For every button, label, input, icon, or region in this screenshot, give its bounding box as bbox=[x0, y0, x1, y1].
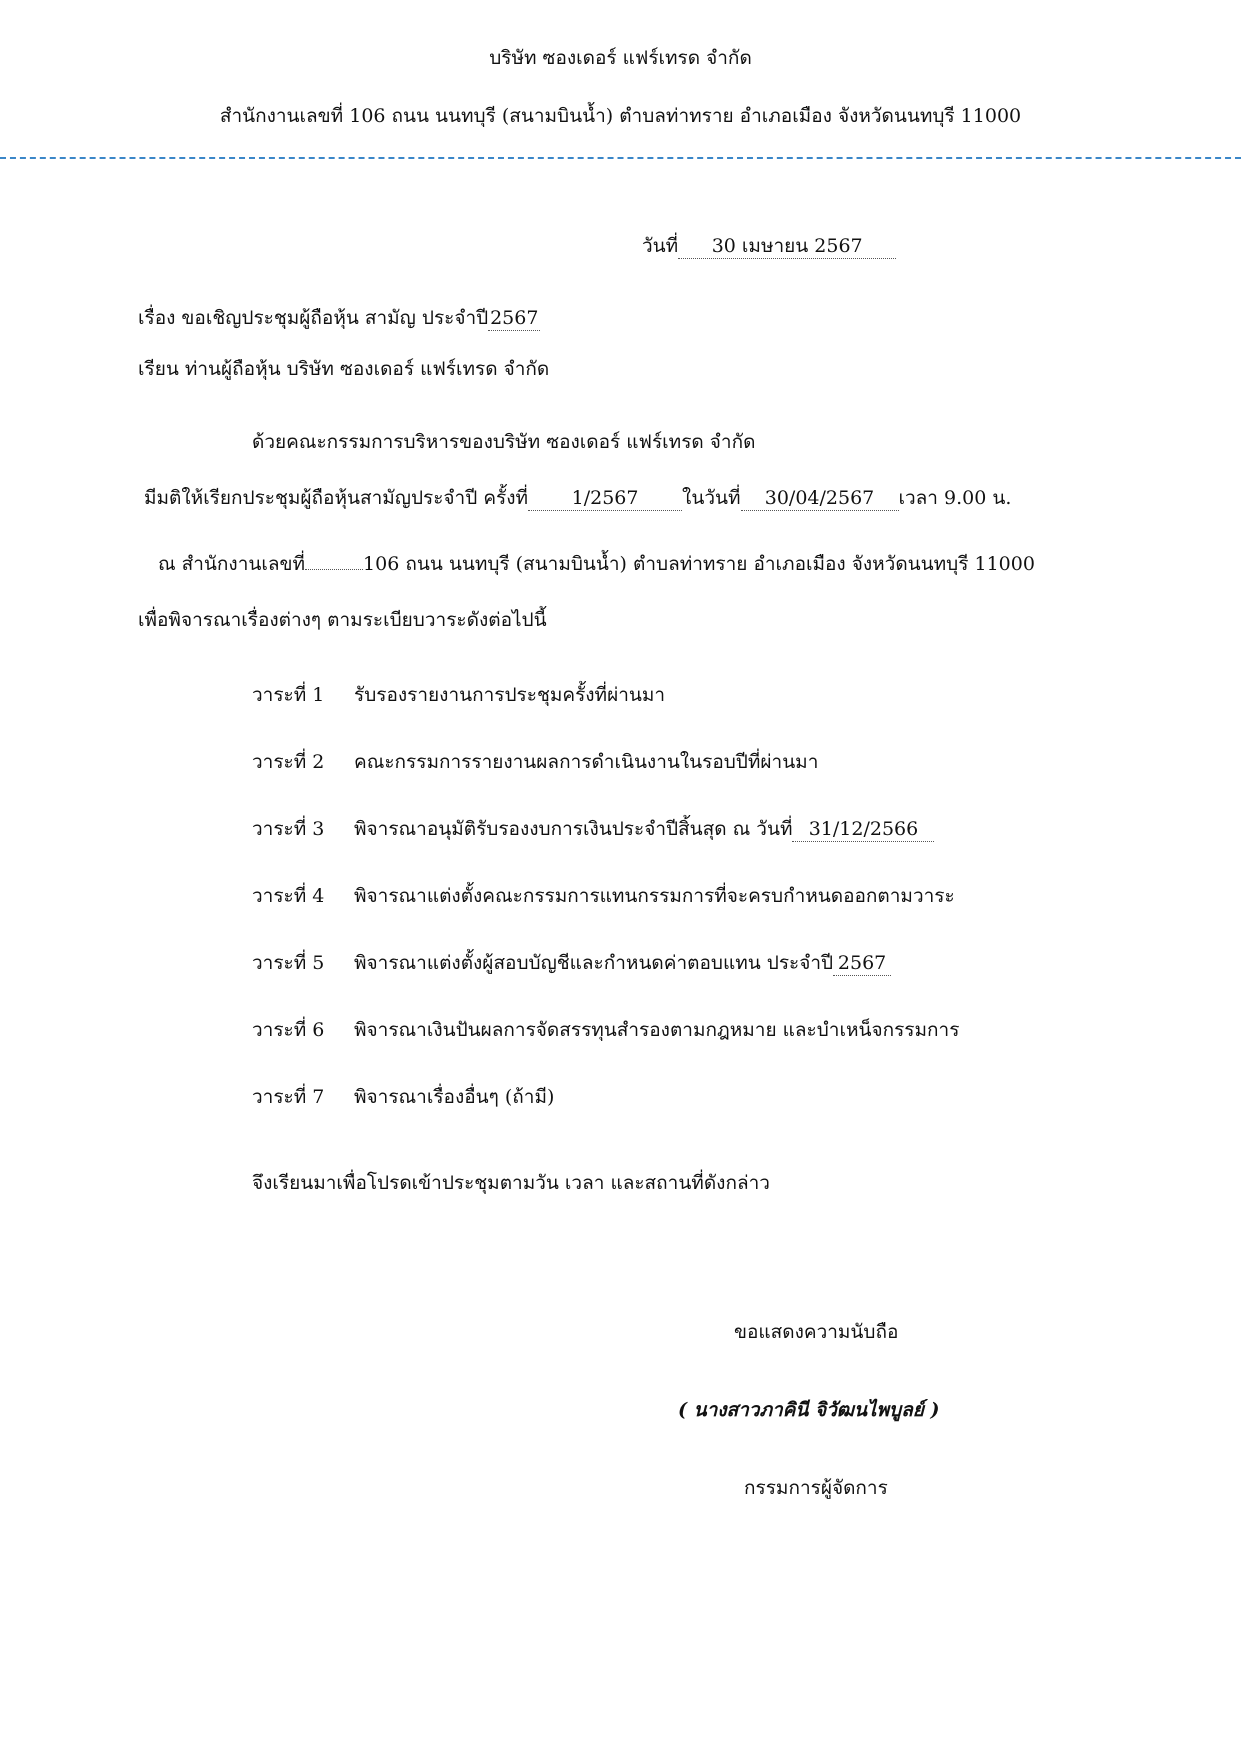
resolution-prefix: มีมติให้เรียกประชุมผู้ถือหุ้นสามัญประจำปี ครั้งที่ bbox=[144, 487, 529, 509]
subject-year: 2567 bbox=[490, 307, 539, 329]
resolution-line bbox=[144, 485, 1011, 511]
signature-title: กรรมการผู้จัดการ bbox=[744, 1477, 888, 1499]
agenda-intro: เพื่อพิจารณาเรื่องต่างๆ ตามระเบียบวาระดังต่อไปนี้ bbox=[138, 609, 547, 631]
on-date-label: ในวันที่ bbox=[682, 487, 741, 509]
signature-name: ( นางสาวภาคินี จิวัฒนไพบูลย์ ) bbox=[678, 1399, 940, 1421]
agenda-text: พิจารณาอนุมัติรับรองงบการเงินประจำปีสิ้นสุด ณ วันที่ bbox=[354, 818, 793, 840]
agenda-item bbox=[252, 950, 891, 976]
agenda-label: วาระที่ 2 bbox=[252, 751, 325, 773]
company-address: สำนักงานเลขที่ 106 ถนน นนทบุรี (สนามบินน้ำ) ตำบลท่าทราย อำเภอเมือง จังหวัดนนทบุรี 11000 bbox=[219, 105, 1022, 127]
agenda-text: คณะกรรมการรายงานผลการดำเนินงานในรอบปีที่ผ่านมา bbox=[354, 751, 819, 773]
agenda-item bbox=[252, 1084, 554, 1110]
agenda-label: วาระที่ 4 bbox=[252, 885, 325, 907]
agenda-label: วาระที่ 1 bbox=[252, 684, 325, 706]
agenda-item bbox=[252, 682, 665, 708]
agenda-text: พิจารณาแต่งตั้งคณะกรรมการแทนกรรมการที่จะครบกำหนดออกตามวาระ bbox=[354, 885, 955, 907]
company-name: บริษัท ซองเดอร์ แฟร์เทรด จำกัด bbox=[489, 47, 752, 69]
date-label: วันที่ bbox=[642, 235, 679, 257]
agenda-text: พิจารณาเงินปันผลการจัดสรรทุนสำรองตามกฎหมาย และบำเหน็จกรรมการ bbox=[354, 1019, 960, 1041]
intro-paragraph: ด้วยคณะกรรมการบริหารของบริษัท ซองเดอร์ แฟร์เทรด จำกัด bbox=[252, 431, 756, 453]
subject-label: เรื่อง ขอเชิญประชุมผู้ถือหุ้น สามัญ ประจำปี bbox=[138, 307, 489, 329]
signature-regards: ขอแสดงความนับถือ bbox=[734, 1321, 899, 1343]
meeting-number: 1/2567 bbox=[528, 486, 682, 511]
agenda-item bbox=[252, 816, 934, 842]
agenda-fill: 2567 bbox=[833, 951, 891, 976]
agenda-label: วาระที่ 6 bbox=[252, 1019, 325, 1041]
agenda-fill: 31/12/2566 bbox=[792, 817, 934, 842]
agenda-item bbox=[252, 1017, 959, 1043]
meeting-date: 30/04/2567 bbox=[741, 486, 899, 511]
recipient-line: เรียน ท่านผู้ถือหุ้น บริษัท ซองเดอร์ แฟร์เทรด จำกัด bbox=[138, 358, 550, 380]
venue-address: 106 ถนน นนทบุรี (สนามบินน้ำ) ตำบลท่าทราย อำเภอเมือง จังหวัดนนทบุรี 11000 bbox=[363, 553, 1035, 575]
agenda-label: วาระที่ 7 bbox=[252, 1086, 325, 1108]
agenda-label: วาระที่ 3 bbox=[252, 818, 325, 840]
date-line bbox=[642, 233, 896, 259]
venue-fill bbox=[305, 545, 363, 570]
date-value: 30 เมษายน 2567 bbox=[678, 234, 896, 259]
agenda-text: พิจารณาแต่งตั้งผู้สอบบัญชีและกำหนดค่าตอบแทน ประจำปี bbox=[354, 952, 834, 974]
venue-line bbox=[158, 545, 1035, 577]
closing-line: จึงเรียนมาเพื่อโปรดเข้าประชุมตามวัน เวลา และสถานที่ดังกล่าว bbox=[252, 1172, 770, 1194]
agenda-label: วาระที่ 5 bbox=[252, 952, 325, 974]
agenda-item bbox=[252, 749, 818, 775]
agenda-text: รับรองรายงานการประชุมครั้งที่ผ่านมา bbox=[354, 684, 666, 706]
header-divider bbox=[0, 157, 1241, 159]
agenda-text: พิจารณาเรื่องอื่นๆ (ถ้ามี) bbox=[354, 1086, 555, 1108]
meeting-time: เวลา 9.00 น. bbox=[898, 487, 1012, 509]
subject-line bbox=[138, 305, 540, 331]
agenda-item bbox=[252, 883, 955, 909]
venue-prefix: ณ สำนักงานเลขที่ bbox=[158, 553, 306, 575]
